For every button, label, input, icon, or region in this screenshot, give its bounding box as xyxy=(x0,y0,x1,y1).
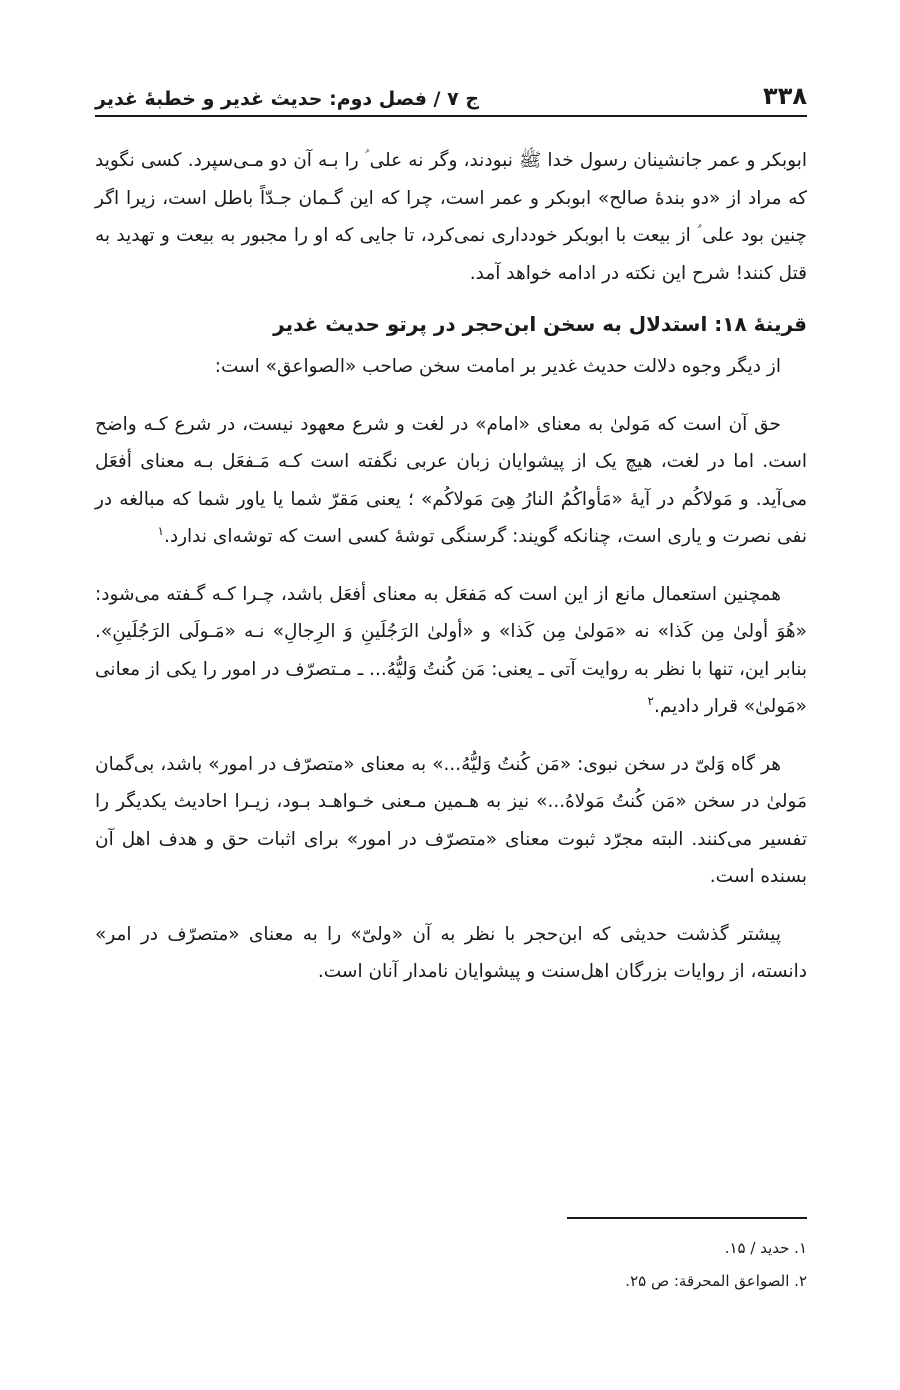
paragraph-intro: از دیگر وجوه دلالت حدیث غدیر بر امامت سخن صاحب «الصواعق» است: xyxy=(214,356,781,377)
page-header xyxy=(95,70,807,110)
footnote-mark-2: ۲ xyxy=(647,693,654,708)
footnote-2: ۲. الصواعق المحرقة: ص ۲۵. xyxy=(625,1272,807,1290)
paragraph-quote-2-text: همچنین استعمال مانع از این است که مَفعَل به معنای أفعَل باشد، چـرا کـه گـفته می‌شود: «هُوَ أولیٰ مِن کَذا» نه «مَولیٰ مِن کَذا» و «أولیٰ الرَجُلَینِ وَ الرِجالِ» نـه «مَـولَی الرَجُلَینِ». بنابر این، تنها با نظر به روایت آتی ـ یعنی: مَن کُنتُ وَلیُّهُ... ـ مـتصرّف در امور را یکی از معانی «مَولیٰ» قرار دادیم. xyxy=(95,583,807,717)
paragraph-quote-2 xyxy=(95,576,807,726)
page-number: ۳۳۸ xyxy=(763,82,807,110)
section-heading: قرینهٔ ۱۸: استدلال به سخن ابن‌حجر در پرتو حدیث غدیر xyxy=(273,312,807,336)
paragraph-quote-1-text: حق آن است که مَولیٰ به معنای «امام» در لغت و شرع معهود نیست، در شرع کـه واضح است. اما در لغت، هیچ یک از پیشوایان زبان عربی نگفته است کـه مَـفعَل بـه معنای أفعَل می‌آید. و مَولاکُم در آیهٔ «مَأواکُمُ النارُ هِیَ مَولاکُم» ؛ یعنی مَقرّ شما یا یاور شما که مبالغه در نفی نصرت و یاری است، چنانکه گویند: گرسنگی توشهٔ کسی است که توشه‌ای ندارد. xyxy=(95,413,807,547)
running-title: ج ۷ / فصل دوم: حدیث غدیر و خطبهٔ غدیر xyxy=(95,88,480,110)
paragraph-quote-1 xyxy=(95,406,807,556)
footnote-rule xyxy=(567,1217,807,1219)
header-rule xyxy=(95,115,807,117)
paragraph-1: ابوبکر و عمر جانشینان رسول خدا ﷺ نبودند، وگر نه علی ؑ را بـه آن دو مـی‌سپرد. کسی نگوید که مراد از «دو بندهٔ صالح» ابوبکر و عمر است، چرا که این گـمان جـدّاً باطل است، زیرا اگر چنین بود علی ؑ از بیعت با ابوبکر خودداری نمی‌کرد، تا جایی که او را مجبور به بیعت و تهدید به قتل کنند! شرح این نکته در ادامه خواهد آمد. xyxy=(95,150,807,284)
page-body xyxy=(95,142,807,991)
footnote-1: ۱. حدید / ۱۵. xyxy=(724,1239,807,1257)
paragraph-3: هر گاه وَلیّ در سخن نبوی: «مَن کُنتُ وَلیُّهُ...» به معنای «متصرّف در امور» باشد، بی‌گمان مَولیٰ در سخن «مَن کُنتُ مَولاهُ...» نیز به هـمین مـعنی خـواهـد بـود، زیـرا احادیث یکدیگر را تفسیر می‌کنند. البته مجرّد ثبوت معنای «متصرّف در امور» برای اثبات حق و هدف اهل آن بسنده است. xyxy=(95,753,807,887)
paragraph-4: پیشتر گذشت حدیثی که ابن‌حجر با نظر به آن «ولیّ» را به معنای «متصرّف در امر» دانسته، از روایات بزرگان اهل‌سنت و پیشوایان نامدار آنان است. xyxy=(95,923,807,982)
footnotes xyxy=(95,1232,807,1298)
footnote-mark-1: ۱ xyxy=(157,523,164,538)
book-page xyxy=(95,0,807,1390)
